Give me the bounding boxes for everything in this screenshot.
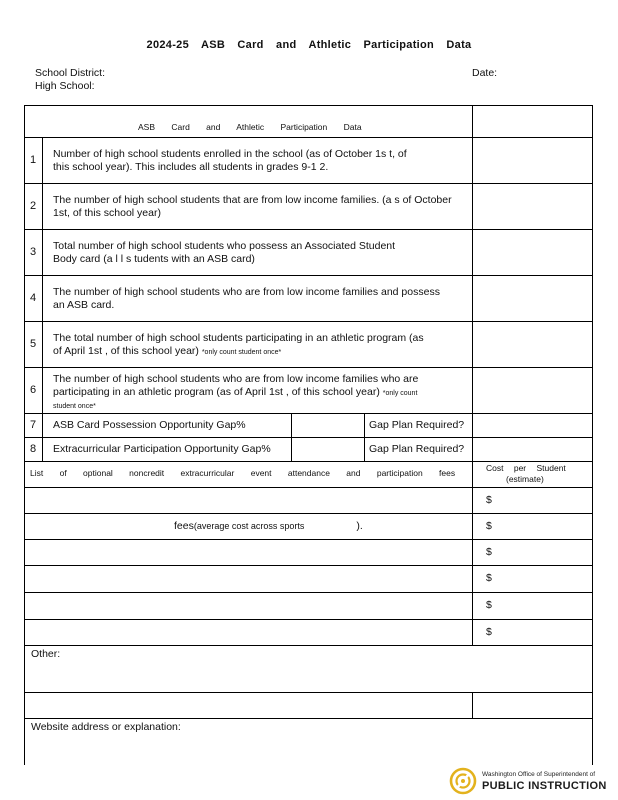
currency-symbol: $ bbox=[486, 520, 492, 532]
currency-symbol: $ bbox=[486, 626, 492, 638]
row-number: 4 bbox=[30, 292, 37, 304]
row-2-text-line2: 1st, of this school year) bbox=[53, 207, 161, 219]
row-3-text-line2: Body card (a l l s tudents with an ASB card) bbox=[53, 253, 255, 265]
sports-fees-label: fees bbox=[174, 520, 194, 532]
row-7-label: ASB Card Possession Opportunity Gap% bbox=[53, 419, 246, 431]
row-number: 6 bbox=[30, 384, 37, 396]
website-label: Website address or explanation: bbox=[31, 721, 181, 733]
sports-fees-close: ). bbox=[356, 520, 363, 532]
row-5-note: *only count student once* bbox=[201, 349, 282, 356]
page-title: 2024-25 ASB Card and Athletic Participation Data bbox=[146, 39, 472, 51]
row-number: 3 bbox=[30, 246, 37, 258]
participation-form-table bbox=[24, 105, 593, 765]
sports-fees-row bbox=[174, 520, 363, 533]
row-7-gap-plan-question: Gap Plan Required? bbox=[369, 419, 465, 431]
ospi-logo bbox=[448, 766, 607, 798]
row-3-text-line1: Total number of high school students who possess an Associated Student bbox=[53, 240, 396, 252]
school-district-label: School District: bbox=[35, 67, 106, 79]
row-number: 5 bbox=[30, 338, 37, 350]
fees-heading: List of optional noncredit extracurricular event attendance and participation fees bbox=[30, 468, 456, 478]
row-6-note: student once* bbox=[53, 403, 96, 410]
currency-symbol: $ bbox=[486, 572, 492, 584]
currency-symbol: $ bbox=[486, 546, 492, 558]
row-number: 1 bbox=[30, 154, 37, 166]
other-label: Other: bbox=[31, 648, 61, 660]
ospi-emblem-icon bbox=[448, 766, 478, 796]
date-label: Date: bbox=[472, 67, 498, 79]
row-8-gap-plan-question: Gap Plan Required? bbox=[369, 443, 465, 455]
row-1-text-line1: Number of high school students enrolled in the school (as of October 1s t, of bbox=[53, 148, 407, 160]
currency-symbol: $ bbox=[486, 494, 492, 506]
row-2-text-line1: The number of high school students that are from low income families. (a s of October bbox=[53, 194, 452, 206]
row-4-text-line2: an ASB card. bbox=[53, 299, 115, 311]
row-5-line2-wrap bbox=[53, 345, 281, 359]
row-1-text-line2: this school year). This includes all students in grades 9-1 2. bbox=[53, 161, 329, 173]
row-number: 8 bbox=[30, 443, 37, 455]
cost-heading-line2: (estimate) bbox=[506, 474, 544, 484]
row-4-text-line1: The number of high school students who are from low income families and possess bbox=[53, 286, 440, 298]
row-number: 2 bbox=[30, 200, 37, 212]
row-6-text-line2: participating in an athletic program (as of April 1st , of this school year) bbox=[53, 386, 380, 398]
currency-symbol: $ bbox=[486, 599, 492, 611]
row-number: 7 bbox=[30, 419, 37, 431]
row-8-label: Extracurricular Participation Opportunity Gap% bbox=[53, 443, 271, 455]
row-6-line2-wrap bbox=[53, 386, 417, 400]
row-5-text-line1: The total number of high school students participating in an athletic program (as bbox=[53, 332, 424, 344]
table-heading: ASB Card and Athletic Participation Data bbox=[138, 122, 362, 132]
row-6-text-line1: The number of high school students who are from low income families who are bbox=[53, 373, 419, 385]
agency-title: PUBLIC INSTRUCTION bbox=[482, 780, 607, 792]
agency-name: Washington Office of Superintendent of bbox=[482, 771, 596, 778]
row-6-note-inline: *only count bbox=[382, 390, 418, 397]
sports-fees-note: (average cost across sports bbox=[193, 521, 305, 531]
cost-heading-line1: Cost per Student bbox=[486, 463, 566, 473]
high-school-label: High School: bbox=[35, 80, 95, 92]
row-5-text-line2: of April 1st , of this school year) bbox=[53, 345, 199, 357]
